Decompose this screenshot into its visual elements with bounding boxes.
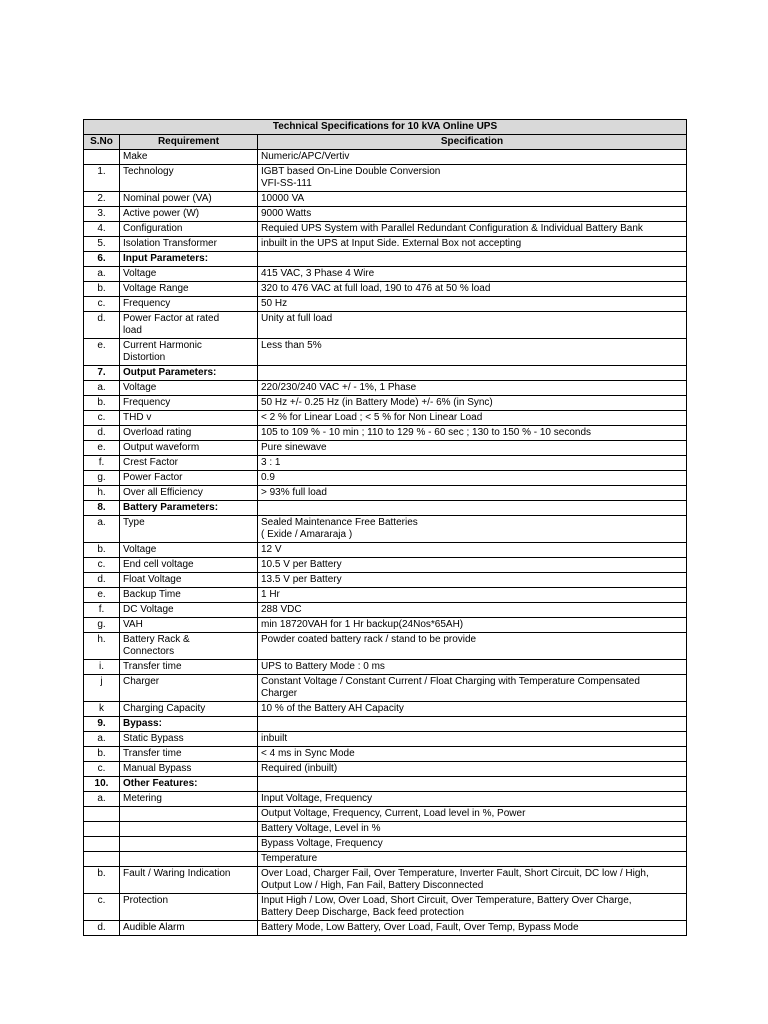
cell-requirement: Power Factor at rated load xyxy=(120,312,258,339)
cell-sno: 10. xyxy=(84,777,120,792)
cell-sno: b. xyxy=(84,396,120,411)
cell-sno: d. xyxy=(84,573,120,588)
document-title: Technical Specifications for 10 kVA Online UPS xyxy=(84,120,687,135)
cell-sno xyxy=(84,807,120,822)
cell-specification: 50 Hz +/- 0.25 Hz (in Battery Mode) +/- 6% (in Sync) xyxy=(258,396,687,411)
cell-sno: b. xyxy=(84,543,120,558)
cell-requirement xyxy=(120,807,258,822)
cell-specification: Less than 5% xyxy=(258,339,687,366)
cell-specification: Powder coated battery rack / stand to be provide xyxy=(258,633,687,660)
cell-sno: f. xyxy=(84,456,120,471)
column-header-specification: Specification xyxy=(258,135,687,150)
cell-specification: 288 VDC xyxy=(258,603,687,618)
cell-sno: 6. xyxy=(84,252,120,267)
table-row xyxy=(84,762,687,777)
table-row xyxy=(84,165,687,192)
cell-sno: e. xyxy=(84,441,120,456)
cell-specification: Battery Mode, Low Battery, Over Load, Fault, Over Temp, Bypass Mode xyxy=(258,921,687,936)
cell-specification xyxy=(258,777,687,792)
table-row xyxy=(84,456,687,471)
cell-sno: g. xyxy=(84,471,120,486)
cell-requirement: THD v xyxy=(120,411,258,426)
cell-requirement: Over all Efficiency xyxy=(120,486,258,501)
cell-specification: 50 Hz xyxy=(258,297,687,312)
cell-specification: Required (inbuilt) xyxy=(258,762,687,777)
cell-specification: 10000 VA xyxy=(258,192,687,207)
cell-requirement: Float Voltage xyxy=(120,573,258,588)
cell-sno: k xyxy=(84,702,120,717)
cell-requirement: Crest Factor xyxy=(120,456,258,471)
cell-requirement: Voltage Range xyxy=(120,282,258,297)
cell-sno: a. xyxy=(84,792,120,807)
cell-sno: 1. xyxy=(84,165,120,192)
table-row xyxy=(84,411,687,426)
cell-sno: 5. xyxy=(84,237,120,252)
table-row xyxy=(84,867,687,894)
table-row xyxy=(84,339,687,366)
table-row xyxy=(84,894,687,921)
cell-sno: a. xyxy=(84,732,120,747)
table-row xyxy=(84,747,687,762)
cell-sno: 4. xyxy=(84,222,120,237)
cell-requirement xyxy=(120,837,258,852)
cell-sno: e. xyxy=(84,339,120,366)
cell-requirement: Overload rating xyxy=(120,426,258,441)
column-header-requirement: Requirement xyxy=(120,135,258,150)
cell-specification xyxy=(258,717,687,732)
table-row xyxy=(84,297,687,312)
table-row xyxy=(84,603,687,618)
cell-requirement: Output waveform xyxy=(120,441,258,456)
cell-specification: 10.5 V per Battery xyxy=(258,558,687,573)
spec-table xyxy=(83,119,687,936)
table-row xyxy=(84,150,687,165)
table-row xyxy=(84,312,687,339)
table-row xyxy=(84,486,687,501)
cell-sno: c. xyxy=(84,411,120,426)
table-row xyxy=(84,633,687,660)
cell-specification: Bypass Voltage, Frequency xyxy=(258,837,687,852)
cell-requirement: Make xyxy=(120,150,258,165)
cell-sno xyxy=(84,822,120,837)
cell-requirement: Fault / Waring Indication xyxy=(120,867,258,894)
cell-sno: d. xyxy=(84,312,120,339)
cell-requirement: Bypass: xyxy=(120,717,258,732)
cell-sno: b. xyxy=(84,867,120,894)
table-row xyxy=(84,732,687,747)
cell-sno: c. xyxy=(84,558,120,573)
cell-requirement: End cell voltage xyxy=(120,558,258,573)
cell-specification: inbuilt in the UPS at Input Side. External Box not accepting xyxy=(258,237,687,252)
cell-specification: 13.5 V per Battery xyxy=(258,573,687,588)
column-header-sno: S.No xyxy=(84,135,120,150)
table-row xyxy=(84,675,687,702)
cell-specification: Over Load, Charger Fail, Over Temperature, Inverter Fault, Short Circuit, DC low / High, Output Low / High, Fan Fail, Battery Disconnected xyxy=(258,867,687,894)
table-row xyxy=(84,558,687,573)
section-row xyxy=(84,252,687,267)
cell-specification: 105 to 109 % - 10 min ; 110 to 129 % - 60 sec ; 130 to 150 % - 10 seconds xyxy=(258,426,687,441)
cell-specification: inbuilt xyxy=(258,732,687,747)
section-row xyxy=(84,501,687,516)
section-row xyxy=(84,717,687,732)
cell-requirement: Power Factor xyxy=(120,471,258,486)
cell-sno xyxy=(84,852,120,867)
cell-specification: Output Voltage, Frequency, Current, Load level in %, Power xyxy=(258,807,687,822)
cell-sno: h. xyxy=(84,486,120,501)
cell-specification: 0.9 xyxy=(258,471,687,486)
cell-specification: < 2 % for Linear Load ; < 5 % for Non Linear Load xyxy=(258,411,687,426)
cell-sno: j xyxy=(84,675,120,702)
table-row xyxy=(84,618,687,633)
table-row xyxy=(84,516,687,543)
table-row xyxy=(84,396,687,411)
cell-sno: i. xyxy=(84,660,120,675)
cell-sno: c. xyxy=(84,297,120,312)
cell-specification: Constant Voltage / Constant Current / Float Charging with Temperature Compensated Charger xyxy=(258,675,687,702)
cell-sno: f. xyxy=(84,603,120,618)
cell-requirement: Metering xyxy=(120,792,258,807)
cell-requirement: Current Harmonic Distortion xyxy=(120,339,258,366)
cell-sno: g. xyxy=(84,618,120,633)
cell-sno: 2. xyxy=(84,192,120,207)
cell-specification: Sealed Maintenance Free Batteries ( Exide / Amararaja ) xyxy=(258,516,687,543)
cell-specification: 3 : 1 xyxy=(258,456,687,471)
cell-requirement: Frequency xyxy=(120,297,258,312)
table-row xyxy=(84,441,687,456)
cell-requirement: Voltage xyxy=(120,267,258,282)
cell-sno: 7. xyxy=(84,366,120,381)
cell-sno: a. xyxy=(84,381,120,396)
section-row xyxy=(84,366,687,381)
cell-specification: Pure sinewave xyxy=(258,441,687,456)
section-row xyxy=(84,777,687,792)
cell-requirement: Backup Time xyxy=(120,588,258,603)
cell-specification: min 18720VAH for 1 Hr backup(24Nos*65AH) xyxy=(258,618,687,633)
cell-requirement xyxy=(120,852,258,867)
table-row xyxy=(84,573,687,588)
cell-requirement: Output Parameters: xyxy=(120,366,258,381)
cell-requirement: Audible Alarm xyxy=(120,921,258,936)
table-row xyxy=(84,426,687,441)
cell-requirement: Type xyxy=(120,516,258,543)
cell-specification xyxy=(258,366,687,381)
cell-requirement: Frequency xyxy=(120,396,258,411)
table-row xyxy=(84,192,687,207)
cell-sno: 9. xyxy=(84,717,120,732)
cell-requirement: Transfer time xyxy=(120,660,258,675)
cell-requirement: Active power (W) xyxy=(120,207,258,222)
spec-table-body xyxy=(84,150,687,936)
cell-specification: IGBT based On-Line Double Conversion VFI-SS-111 xyxy=(258,165,687,192)
table-row xyxy=(84,588,687,603)
table-row xyxy=(84,807,687,822)
table-row xyxy=(84,822,687,837)
cell-specification: Requied UPS System with Parallel Redundant Configuration & Individual Battery Bank xyxy=(258,222,687,237)
table-row xyxy=(84,381,687,396)
cell-requirement: Voltage xyxy=(120,543,258,558)
spec-document xyxy=(83,119,686,936)
cell-sno: a. xyxy=(84,267,120,282)
cell-requirement: Battery Parameters: xyxy=(120,501,258,516)
cell-specification: Unity at full load xyxy=(258,312,687,339)
cell-requirement: Manual Bypass xyxy=(120,762,258,777)
table-row xyxy=(84,282,687,297)
cell-specification: Input High / Low, Over Load, Short Circuit, Over Temperature, Battery Over Charge, Battery Deep Discharge, Back feed protection xyxy=(258,894,687,921)
cell-requirement: Transfer time xyxy=(120,747,258,762)
table-row xyxy=(84,207,687,222)
table-row xyxy=(84,792,687,807)
cell-requirement: VAH xyxy=(120,618,258,633)
table-row xyxy=(84,543,687,558)
cell-specification: 1 Hr xyxy=(258,588,687,603)
cell-sno: b. xyxy=(84,747,120,762)
cell-sno: h. xyxy=(84,633,120,660)
cell-specification: > 93% full load xyxy=(258,486,687,501)
cell-sno xyxy=(84,837,120,852)
cell-requirement: Isolation Transformer xyxy=(120,237,258,252)
table-row xyxy=(84,237,687,252)
cell-specification: UPS to Battery Mode : 0 ms xyxy=(258,660,687,675)
cell-specification: < 4 ms in Sync Mode xyxy=(258,747,687,762)
cell-requirement: DC Voltage xyxy=(120,603,258,618)
cell-specification xyxy=(258,501,687,516)
table-row xyxy=(84,471,687,486)
table-row xyxy=(84,837,687,852)
cell-requirement: Charging Capacity xyxy=(120,702,258,717)
cell-sno: c. xyxy=(84,762,120,777)
cell-sno: b. xyxy=(84,282,120,297)
table-row xyxy=(84,267,687,282)
cell-sno: d. xyxy=(84,921,120,936)
cell-specification: Battery Voltage, Level in % xyxy=(258,822,687,837)
cell-requirement: Voltage xyxy=(120,381,258,396)
cell-sno: 8. xyxy=(84,501,120,516)
cell-sno: c. xyxy=(84,894,120,921)
cell-specification xyxy=(258,252,687,267)
cell-requirement: Other Features: xyxy=(120,777,258,792)
cell-requirement: Protection xyxy=(120,894,258,921)
cell-specification: 220/230/240 VAC +/ - 1%, 1 Phase xyxy=(258,381,687,396)
cell-sno: a. xyxy=(84,516,120,543)
cell-requirement: Configuration xyxy=(120,222,258,237)
cell-sno xyxy=(84,150,120,165)
cell-specification: Temperature xyxy=(258,852,687,867)
table-row xyxy=(84,222,687,237)
cell-requirement: Static Bypass xyxy=(120,732,258,747)
cell-specification: 10 % of the Battery AH Capacity xyxy=(258,702,687,717)
cell-sno: 3. xyxy=(84,207,120,222)
cell-specification: 9000 Watts xyxy=(258,207,687,222)
cell-sno: d. xyxy=(84,426,120,441)
table-row xyxy=(84,921,687,936)
cell-specification: 415 VAC, 3 Phase 4 Wire xyxy=(258,267,687,282)
cell-requirement xyxy=(120,822,258,837)
cell-requirement: Input Parameters: xyxy=(120,252,258,267)
cell-requirement: Technology xyxy=(120,165,258,192)
table-row xyxy=(84,852,687,867)
cell-requirement: Nominal power (VA) xyxy=(120,192,258,207)
cell-specification: Numeric/APC/Vertiv xyxy=(258,150,687,165)
cell-sno: e. xyxy=(84,588,120,603)
cell-specification: 12 V xyxy=(258,543,687,558)
cell-requirement: Battery Rack & Connectors xyxy=(120,633,258,660)
cell-requirement: Charger xyxy=(120,675,258,702)
table-row xyxy=(84,702,687,717)
cell-specification: 320 to 476 VAC at full load, 190 to 476 at 50 % load xyxy=(258,282,687,297)
cell-specification: Input Voltage, Frequency xyxy=(258,792,687,807)
table-row xyxy=(84,660,687,675)
